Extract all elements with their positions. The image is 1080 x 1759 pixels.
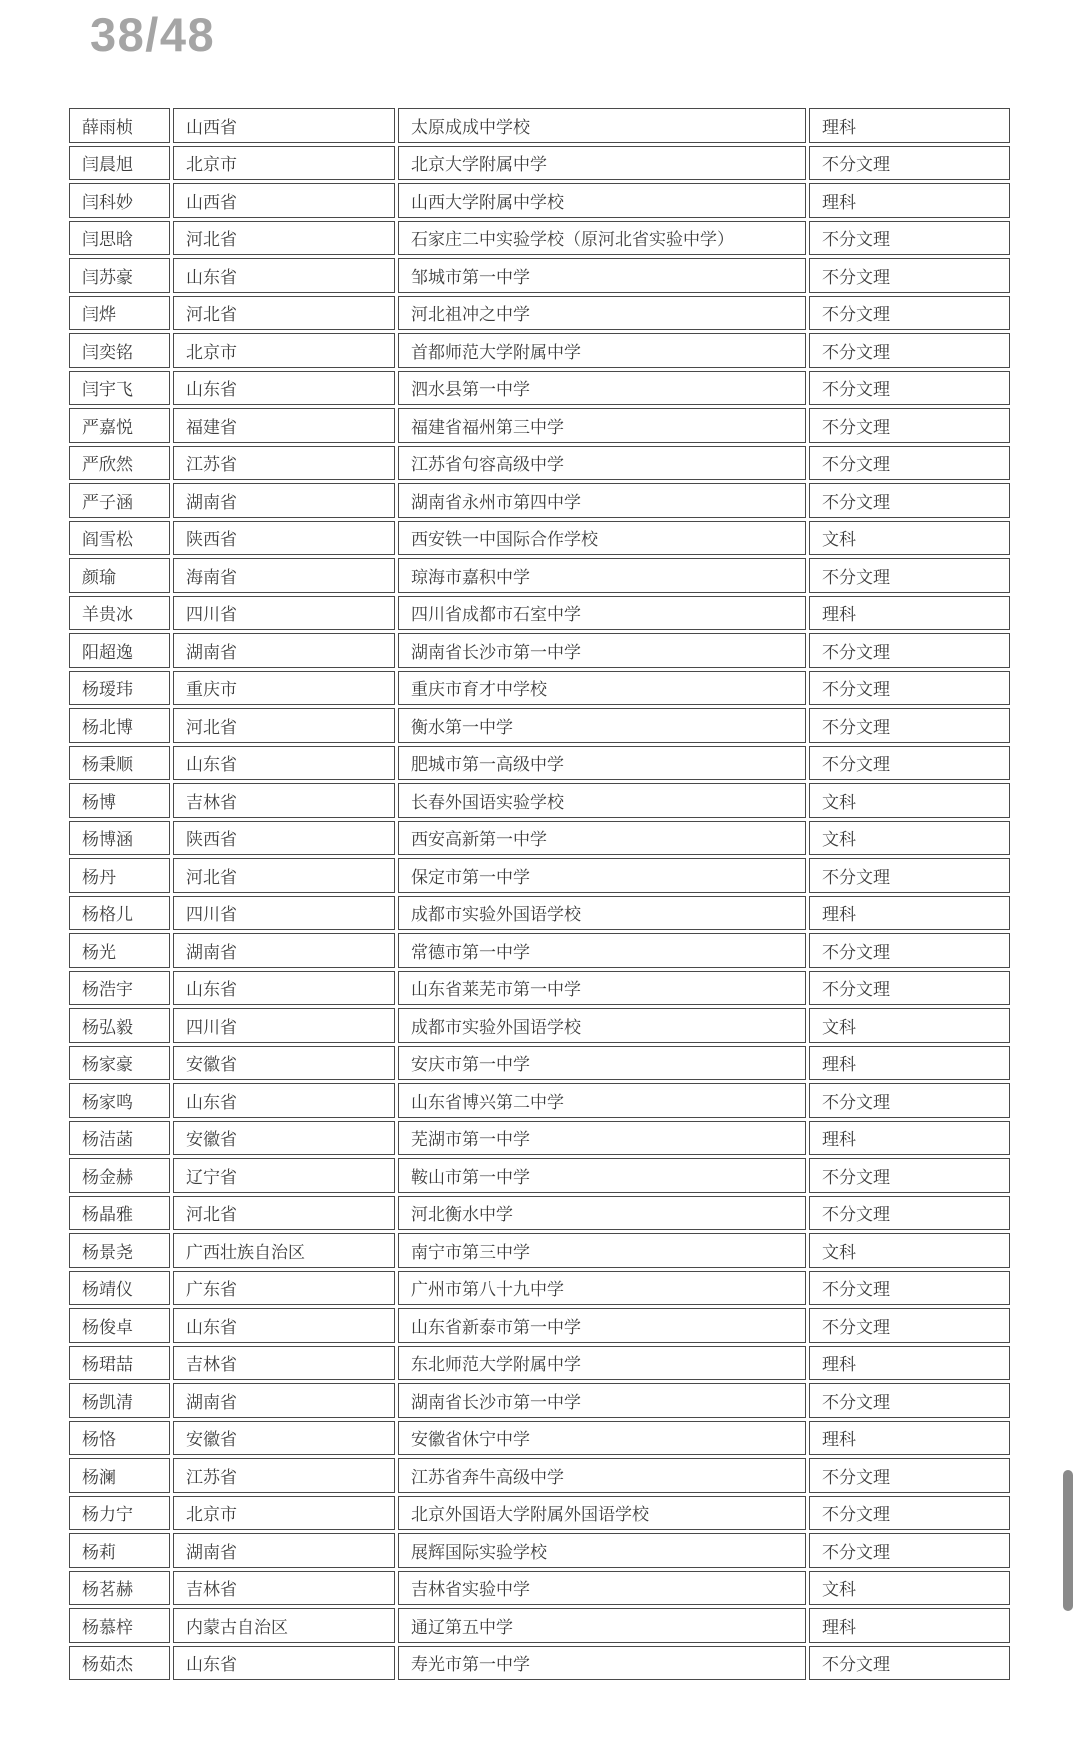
page-indicator: 38/48 [90, 8, 216, 61]
table-row [69, 633, 1010, 668]
cell-name: 杨靖仪 [69, 1271, 170, 1306]
cell-province: 重庆市 [173, 671, 395, 706]
cell-name: 杨茹杰 [69, 1646, 170, 1681]
cell-name: 杨家鸣 [69, 1083, 170, 1118]
cell-province: 湖南省 [173, 483, 395, 518]
cell-school: 泗水县第一中学 [398, 371, 806, 406]
cell-name: 闫烨 [69, 296, 170, 331]
cell-province: 湖南省 [173, 633, 395, 668]
table-row [69, 1383, 1010, 1418]
cell-category: 不分文理 [809, 1533, 1010, 1568]
cell-province: 湖南省 [173, 933, 395, 968]
cell-category: 不分文理 [809, 1496, 1010, 1531]
cell-category: 不分文理 [809, 1383, 1010, 1418]
cell-province: 山东省 [173, 746, 395, 781]
cell-province: 江苏省 [173, 1458, 395, 1493]
cell-category: 不分文理 [809, 633, 1010, 668]
cell-school: 北京大学附属中学 [398, 146, 806, 181]
cell-name: 严嘉悦 [69, 408, 170, 443]
cell-category: 不分文理 [809, 1158, 1010, 1193]
cell-name: 杨力宁 [69, 1496, 170, 1531]
table-row [69, 671, 1010, 706]
cell-category: 不分文理 [809, 258, 1010, 293]
cell-school: 东北师范大学附属中学 [398, 1346, 806, 1381]
cell-province: 山西省 [173, 108, 395, 143]
cell-category: 不分文理 [809, 333, 1010, 368]
cell-province: 四川省 [173, 896, 395, 931]
cell-name: 杨洁菡 [69, 1121, 170, 1156]
cell-school: 展辉国际实验学校 [398, 1533, 806, 1568]
table-row [69, 896, 1010, 931]
cell-name: 杨秉顺 [69, 746, 170, 781]
cell-name: 颜瑜 [69, 558, 170, 593]
cell-name: 阎雪松 [69, 521, 170, 556]
cell-category: 不分文理 [809, 1646, 1010, 1681]
cell-province: 湖南省 [173, 1533, 395, 1568]
table-row [69, 708, 1010, 743]
cell-school: 寿光市第一中学 [398, 1646, 806, 1681]
cell-province: 江苏省 [173, 446, 395, 481]
cell-school: 南宁市第三中学 [398, 1233, 806, 1268]
cell-province: 福建省 [173, 408, 395, 443]
cell-province: 河北省 [173, 296, 395, 331]
cell-school: 北京外国语大学附属外国语学校 [398, 1496, 806, 1531]
cell-category: 不分文理 [809, 746, 1010, 781]
cell-province: 北京市 [173, 333, 395, 368]
cell-school: 广州市第八十九中学 [398, 1271, 806, 1306]
cell-category: 理科 [809, 1046, 1010, 1081]
cell-province: 广东省 [173, 1271, 395, 1306]
cell-name: 杨博涵 [69, 821, 170, 856]
cell-province: 四川省 [173, 596, 395, 631]
cell-school: 成都市实验外国语学校 [398, 1008, 806, 1043]
cell-name: 杨晶雅 [69, 1196, 170, 1231]
cell-school: 山西大学附属中学校 [398, 183, 806, 218]
cell-name: 闫晨旭 [69, 146, 170, 181]
cell-category: 不分文理 [809, 1458, 1010, 1493]
cell-school: 芜湖市第一中学 [398, 1121, 806, 1156]
cell-province: 内蒙古自治区 [173, 1608, 395, 1643]
cell-category: 不分文理 [809, 1196, 1010, 1231]
cell-name: 杨瑷玮 [69, 671, 170, 706]
cell-name: 薛雨桢 [69, 108, 170, 143]
cell-school: 肥城市第一高级中学 [398, 746, 806, 781]
cell-category: 文科 [809, 521, 1010, 556]
table-row [69, 483, 1010, 518]
cell-school: 首都师范大学附属中学 [398, 333, 806, 368]
table-row [69, 858, 1010, 893]
cell-province: 山东省 [173, 1083, 395, 1118]
table-row [69, 1421, 1010, 1456]
cell-name: 杨家豪 [69, 1046, 170, 1081]
cell-province: 河北省 [173, 1196, 395, 1231]
cell-school: 邹城市第一中学 [398, 258, 806, 293]
cell-name: 杨恪 [69, 1421, 170, 1456]
cell-school: 太原成成中学校 [398, 108, 806, 143]
cell-province: 安徽省 [173, 1421, 395, 1456]
cell-school: 长春外国语实验学校 [398, 783, 806, 818]
table-row [69, 1233, 1010, 1268]
cell-category: 不分文理 [809, 1271, 1010, 1306]
cell-school: 福建省福州第三中学 [398, 408, 806, 443]
cell-school: 安徽省休宁中学 [398, 1421, 806, 1456]
cell-name: 杨珺喆 [69, 1346, 170, 1381]
cell-school: 山东省莱芜市第一中学 [398, 971, 806, 1006]
cell-name: 杨丹 [69, 858, 170, 893]
cell-school: 山东省博兴第二中学 [398, 1083, 806, 1118]
cell-name: 杨凯清 [69, 1383, 170, 1418]
table-row [69, 933, 1010, 968]
cell-name: 杨景尧 [69, 1233, 170, 1268]
cell-province: 海南省 [173, 558, 395, 593]
table-row [69, 1196, 1010, 1231]
cell-category: 不分文理 [809, 858, 1010, 893]
table-row [69, 108, 1010, 143]
cell-category: 不分文理 [809, 483, 1010, 518]
cell-province: 山东省 [173, 258, 395, 293]
cell-province: 山西省 [173, 183, 395, 218]
cell-category: 理科 [809, 108, 1010, 143]
cell-province: 山东省 [173, 1308, 395, 1343]
cell-province: 河北省 [173, 708, 395, 743]
cell-name: 杨澜 [69, 1458, 170, 1493]
cell-category: 不分文理 [809, 933, 1010, 968]
table-row [69, 1646, 1010, 1681]
table-row [69, 1008, 1010, 1043]
cell-school: 湖南省永州市第四中学 [398, 483, 806, 518]
cell-category: 理科 [809, 596, 1010, 631]
cell-name: 杨格儿 [69, 896, 170, 931]
table-row [69, 221, 1010, 256]
table-row [69, 521, 1010, 556]
cell-name: 闫苏豪 [69, 258, 170, 293]
cell-name: 杨北博 [69, 708, 170, 743]
cell-category: 理科 [809, 183, 1010, 218]
cell-school: 重庆市育才中学校 [398, 671, 806, 706]
cell-province: 四川省 [173, 1008, 395, 1043]
cell-name: 闫科妙 [69, 183, 170, 218]
cell-category: 文科 [809, 1233, 1010, 1268]
cell-school: 河北祖冲之中学 [398, 296, 806, 331]
table-row [69, 1121, 1010, 1156]
cell-province: 辽宁省 [173, 1158, 395, 1193]
cell-category: 理科 [809, 1121, 1010, 1156]
table-row [69, 183, 1010, 218]
cell-school: 西安高新第一中学 [398, 821, 806, 856]
cell-name: 杨弘毅 [69, 1008, 170, 1043]
cell-category: 不分文理 [809, 408, 1010, 443]
cell-province: 广西壮族自治区 [173, 1233, 395, 1268]
cell-name: 闫奕铭 [69, 333, 170, 368]
cell-school: 江苏省奔牛高级中学 [398, 1458, 806, 1493]
table-row [69, 1608, 1010, 1643]
cell-province: 河北省 [173, 858, 395, 893]
cell-province: 北京市 [173, 146, 395, 181]
table-row [69, 1271, 1010, 1306]
roster-table-body [69, 108, 1010, 1680]
cell-category: 不分文理 [809, 558, 1010, 593]
table-row [69, 821, 1010, 856]
cell-name: 杨博 [69, 783, 170, 818]
table-row [69, 371, 1010, 406]
table-row [69, 596, 1010, 631]
cell-category: 文科 [809, 783, 1010, 818]
table-row [69, 446, 1010, 481]
cell-name: 杨莉 [69, 1533, 170, 1568]
cell-category: 不分文理 [809, 971, 1010, 1006]
table-row [69, 1533, 1010, 1568]
cell-name: 杨光 [69, 933, 170, 968]
cell-category: 不分文理 [809, 296, 1010, 331]
cell-school: 成都市实验外国语学校 [398, 896, 806, 931]
cell-name: 杨金赫 [69, 1158, 170, 1193]
cell-category: 不分文理 [809, 446, 1010, 481]
cell-school: 四川省成都市石室中学 [398, 596, 806, 631]
cell-name: 杨浩宇 [69, 971, 170, 1006]
cell-category: 文科 [809, 1571, 1010, 1606]
cell-school: 吉林省实验中学 [398, 1571, 806, 1606]
cell-school: 保定市第一中学 [398, 858, 806, 893]
cell-province: 北京市 [173, 1496, 395, 1531]
cell-name: 杨俊卓 [69, 1308, 170, 1343]
cell-name: 杨慕梓 [69, 1608, 170, 1643]
cell-school: 湖南省长沙市第一中学 [398, 1383, 806, 1418]
cell-category: 理科 [809, 1346, 1010, 1381]
cell-province: 安徽省 [173, 1046, 395, 1081]
cell-province: 陕西省 [173, 521, 395, 556]
cell-school: 鞍山市第一中学 [398, 1158, 806, 1193]
cell-school: 西安铁一中国际合作学校 [398, 521, 806, 556]
cell-school: 安庆市第一中学 [398, 1046, 806, 1081]
table-row [69, 146, 1010, 181]
table-row [69, 258, 1010, 293]
table-row [69, 296, 1010, 331]
table-row [69, 408, 1010, 443]
cell-category: 不分文理 [809, 1308, 1010, 1343]
cell-province: 安徽省 [173, 1121, 395, 1156]
table-row [69, 1308, 1010, 1343]
table-row [69, 971, 1010, 1006]
cell-category: 不分文理 [809, 708, 1010, 743]
cell-category: 不分文理 [809, 221, 1010, 256]
cell-province: 陕西省 [173, 821, 395, 856]
cell-province: 吉林省 [173, 1346, 395, 1381]
cell-school: 衡水第一中学 [398, 708, 806, 743]
cell-name: 严子涵 [69, 483, 170, 518]
cell-province: 吉林省 [173, 783, 395, 818]
cell-school: 河北衡水中学 [398, 1196, 806, 1231]
cell-name: 闫宇飞 [69, 371, 170, 406]
cell-province: 湖南省 [173, 1383, 395, 1418]
cell-category: 不分文理 [809, 146, 1010, 181]
cell-category: 文科 [809, 821, 1010, 856]
cell-school: 江苏省句容高级中学 [398, 446, 806, 481]
cell-category: 不分文理 [809, 371, 1010, 406]
cell-school: 琼海市嘉积中学 [398, 558, 806, 593]
cell-school: 常德市第一中学 [398, 933, 806, 968]
table-row [69, 1346, 1010, 1381]
table-row [69, 1083, 1010, 1118]
cell-category: 理科 [809, 1608, 1010, 1643]
cell-name: 闫思晗 [69, 221, 170, 256]
cell-category: 不分文理 [809, 671, 1010, 706]
cell-category: 不分文理 [809, 1083, 1010, 1118]
table-row [69, 1458, 1010, 1493]
cell-name: 羊贵冰 [69, 596, 170, 631]
cell-school: 石家庄二中实验学校（原河北省实验中学） [398, 221, 806, 256]
table-row [69, 1496, 1010, 1531]
vertical-scrollbar-thumb[interactable] [1063, 1470, 1073, 1611]
cell-province: 山东省 [173, 971, 395, 1006]
cell-name: 严欣然 [69, 446, 170, 481]
cell-category: 文科 [809, 1008, 1010, 1043]
cell-category: 理科 [809, 896, 1010, 931]
cell-province: 吉林省 [173, 1571, 395, 1606]
table-row [69, 783, 1010, 818]
cell-province: 山东省 [173, 1646, 395, 1681]
cell-province: 河北省 [173, 221, 395, 256]
table-row [69, 558, 1010, 593]
cell-school: 湖南省长沙市第一中学 [398, 633, 806, 668]
cell-school: 山东省新泰市第一中学 [398, 1308, 806, 1343]
cell-school: 通辽第五中学 [398, 1608, 806, 1643]
cell-category: 理科 [809, 1421, 1010, 1456]
table-row [69, 333, 1010, 368]
table-row [69, 746, 1010, 781]
cell-province: 山东省 [173, 371, 395, 406]
table-row [69, 1571, 1010, 1606]
student-roster-table [66, 105, 1013, 1683]
cell-name: 杨茗赫 [69, 1571, 170, 1606]
table-row [69, 1158, 1010, 1193]
table-row [69, 1046, 1010, 1081]
cell-name: 阳超逸 [69, 633, 170, 668]
